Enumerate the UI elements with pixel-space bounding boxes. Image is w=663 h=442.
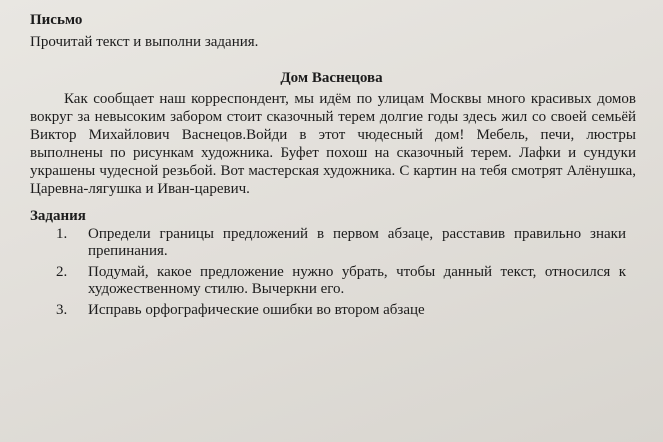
task-text: Исправь орфографические ошибки во втором абзаце xyxy=(88,302,425,318)
task-item xyxy=(56,302,626,319)
task-number: 3. xyxy=(56,302,68,318)
task-list xyxy=(56,226,626,323)
task-number: 1. xyxy=(56,226,68,242)
instruction-text: Прочитай текст и выполни задания. xyxy=(30,34,259,50)
task-text: Подумай, какое предложение нужно убрать, чтобы данный текст, относился к художественному стилю. Вычеркни его. xyxy=(88,264,626,297)
text-title: Дом Васнецова xyxy=(280,70,383,86)
section-heading: Письмо xyxy=(30,12,83,28)
task-item xyxy=(56,226,626,260)
tasks-heading: Задания xyxy=(30,208,86,224)
task-text: Определи границы предложений в первом абзаце, расставив правильно знаки препинания. xyxy=(88,226,626,259)
task-item xyxy=(56,264,626,298)
task-number: 2. xyxy=(56,264,68,280)
text-paragraph: Как сообщает наш корреспондент, мы идём по улицам Москвы много красивых домов вокруг за невысоким забором стоит сказочный терем долгие годы здесь жил со своей семьёй Виктор Михайлович Васнецов.Войди в этот чюдесный дом! Мебель, печи, люстры выполнены по рисункам художника. Буфет похош на сказочный терем. Лафки и сундуки украшены чудесной резьбой. Вот мастерская художника. С картин на тебя смотрят Алёнушка, Царевна-лягушка и Иван-царевич. xyxy=(30,91,636,197)
